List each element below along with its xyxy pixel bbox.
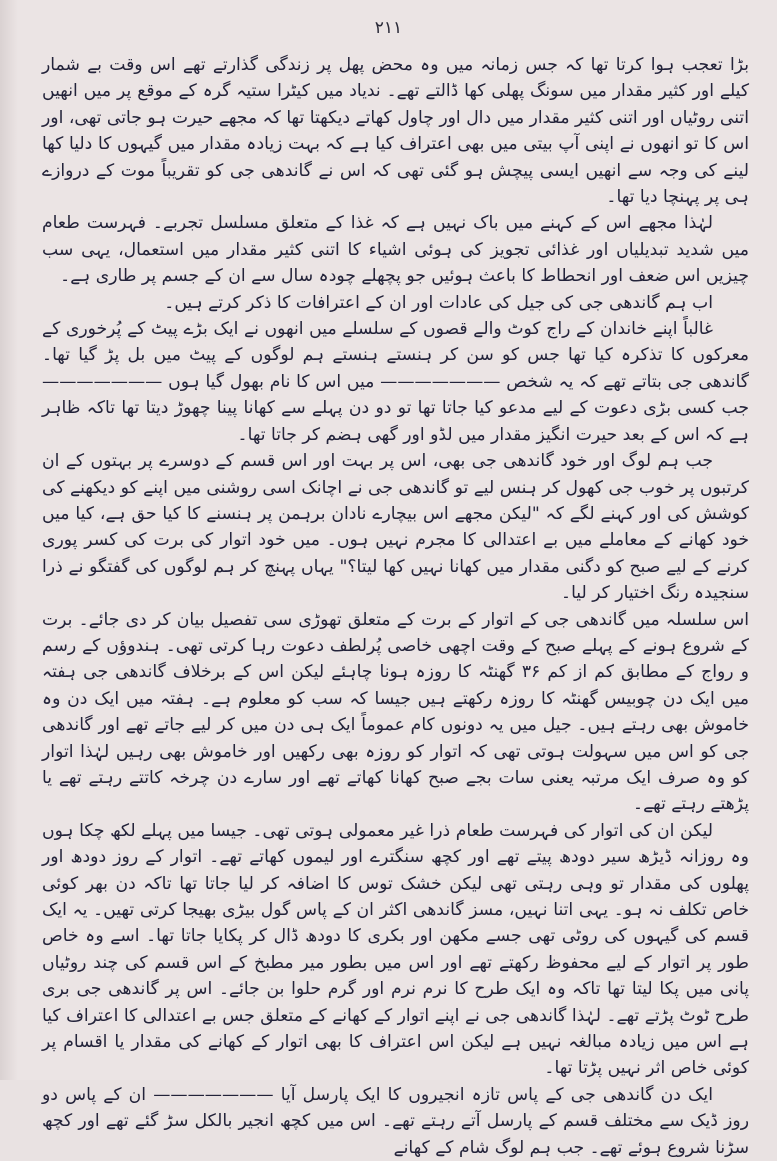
paragraph: جب ہم لوگ اور خود گاندھی جی بھی، اس پر بہت اور اس قسم کے دوسرے پر بہتوں کے ان کرتبوں پر خوب جی کھول کر ہنس لیے تو گاندھی جی نے اچانک اسی روشنی میں اپنے کو دیکھنے کی کوشش کی اور کہنے لگے کہ "لیکن مجھے اس بیچارے نادان برہمن پر ہنسنے کا کیا حق ہے، کیا میں خود کھانے کے معاملے میں بے اعتدالی کا مجرم نہیں ہوں۔ میں خود اتوار کی برت کی کسر پوری کرنے کے لیے صبح کو دگنی مقدار میں کھانا نہیں کھا لیتا؟" یہاں پہنچ کر ہم لوگوں کی گفتگو نے ذرا سنجیدہ رنگ اختیار کر لیا۔ [42, 451, 749, 604]
paragraph: لہٰذا مجھے اس کے کہنے میں باک نہیں ہے کہ غذا کے متعلق مسلسل تجربے۔ فہرست طعام میں شدید تبدیلیاں اور غذائی تجویز کی ہوئی اشیاء کا اتنی کثیر مقدار میں استعمال، یہی سب چیزیں اس ضعف اور انحطاط کا باعث ہوئیں جو پچھلے چودہ سال سے ان کے جسم پر طاری ہے۔ [42, 213, 749, 287]
paragraph: غالباً اپنے خاندان کے راج کوٹ والے قصوں کے سلسلے میں انھوں نے ایک بڑے پیٹ کے پُرخوری کے معرکوں کا تذکرہ کیا تھا جس کو سن کر ہنستے ہنستے ہم لوگوں کے پیٹ میں بل پڑ گیا تھا۔ گاندھی جی بتاتے تھے کہ یہ شخص ——————— میں اس کا نام بھول گیا ہوں ——————— جب کسی بڑی دعوت کے لیے مدعو کیا جاتا تھا تو دو دن پہلے سے کھانا پینا چھوڑ دیتا تھا تاکہ ظاہر ہے کہ اس کے بعد حیرت انگیز مقدار میں لڈو اور گھی ہضم کر جاتا تھا۔ [42, 319, 749, 445]
paragraph: لیکن ان کی اتوار کی فہرست طعام ذرا غیر معمولی ہوتی تھی۔ جیسا میں پہلے لکھ چکا ہوں وہ روزانہ ڈیڑھ سیر دودھ پیتے تھے اور کچھ سنگترے اور لیموں کھاتے تھے۔ اتوار کے روز دودھ اور پھلوں کی مقدار تو وہی رہتی تھی لیکن خشک توس کا اضافہ کر لیا جاتا تھا تاکہ دن بھر کوئی خاص تکلف نہ ہو۔ یہی اتنا نہیں، مسز گاندھی اکثر ان کے پاس گول بیڑی بھیجا کرتی تھیں۔ یہ ایک قسم کی گیہوں کی روٹی تھی جسے مکھن اور بکری کا دودھ ڈال کر پکایا جاتا تھا۔ اسے وہ خاص طور پر اتوار کے لیے محفوظ رکھتے تھے اور اس میں بطور میر مطبخ کے اس قسم کی چند روٹیاں پانی میں پکا لیتا تھا تاکہ وہ ایک طرح کا نرم نرم اور گرم حلوا بن جائے۔ اس پر گاندھی جی بری طرح ٹوٹ پڑتے تھے۔ لہٰذا گاندھی جی نے اپنے اتوار کے کھانے کے متعلق جس بے اعتدالی کا اعتراف کیا ہے اس میں زیادہ مبالغہ نہیں ہے لیکن اس اعتراف کا بھی اتوار کے کھانے کی مقدار یا اقسام پر کوئی خاص اثر نہیں پڑتا تھا۔ [42, 820, 749, 1079]
paragraph: بڑا تعجب ہوا کرتا تھا کہ جس زمانہ میں وہ محض پھل پر زندگی گذارتے تھے اس وقت بے شمار کیلے اور کثیر مقدار میں سونگ پھلی کھا ڈالتے تھے۔ ندیاد میں کیٹرا ستیہ گرہ کے موقع پر میں انھیں اتنی روٹیاں اور اتنی کثیر مقدار میں دال اور چاول کھاتے دیکھتا تھا کہ مجھے حیرت ہو جاتی تھی، اور اس کا تو انھوں نے اپنی آپ بیتی میں بھی اعتراف کیا ہے کہ بہت زیادہ مقدار میں گیہوں کا دلیا کھا لینے کی وجہ سے انھیں ایسی پیچش ہو گئی تھی کہ اس نے گاندھی جی کو تقریباً موت کے دروازے ہی پر پہنچا دیا تھا۔ [42, 55, 749, 208]
paragraph: اس سلسلہ میں گاندھی جی کے اتوار کے برت کے متعلق تھوڑی سی تفصیل بیان کر دی جائے۔ برت کے شروع ہونے کے پہلے صبح کے وقت اچھی خاصی پُرلطف دعوت رہا کرتی تھی۔ ہندوؤں کے رسم و رواج کے مطابق کم از کم ۳۶ گھنٹہ کا روزہ ہونا چاہئے لیکن اس کے برخلاف گاندھی جی ہفتہ میں ایک دن چوبیس گھنٹہ کا روزہ رکھتے ہیں جیسا کہ سب کو معلوم ہے۔ ہفتہ میں ایک دن وہ خاموش بھی رہتے ہیں۔ جیل میں یہ دونوں کام عموماً ایک ہی دن میں کر لیے جاتے تھے اور گاندھی جی کو اس میں سہولت ہوتی تھی کہ اتوار کو روزہ بھی رکھیں اور خاموش بھی رہیں لہٰذا اتوار کو وہ صرف ایک مرتبہ یعنی سات بجے صبح کھانا کھاتے تھے اور سارے دن چرخہ کاتتے رہتے تھے یا پڑھتے رہتے تھے۔ [42, 609, 749, 815]
paragraph: اب ہم گاندھی جی کی جیل کی عادات اور ان کے اعترافات کا ذکر کرتے ہیں۔ [164, 292, 713, 313]
paragraph: ایک دن گاندھی جی کے پاس تازہ انجیروں کا ایک پارسل آیا ——————— ان کے پاس دو روز ڈیک سے مختلف قسم کے پارسل آتے رہتے تھے۔ اس میں کچھ انجیر بالکل سڑ گئے تھے اور کچھ سڑنا شروع ہوئے تھے۔ جب ہم لوگ شام کے کھانے [42, 1084, 749, 1158]
body-text [42, 52, 749, 1158]
page-number: ۲۱۱ [374, 18, 403, 38]
page-edge-shadow [0, 0, 18, 1080]
